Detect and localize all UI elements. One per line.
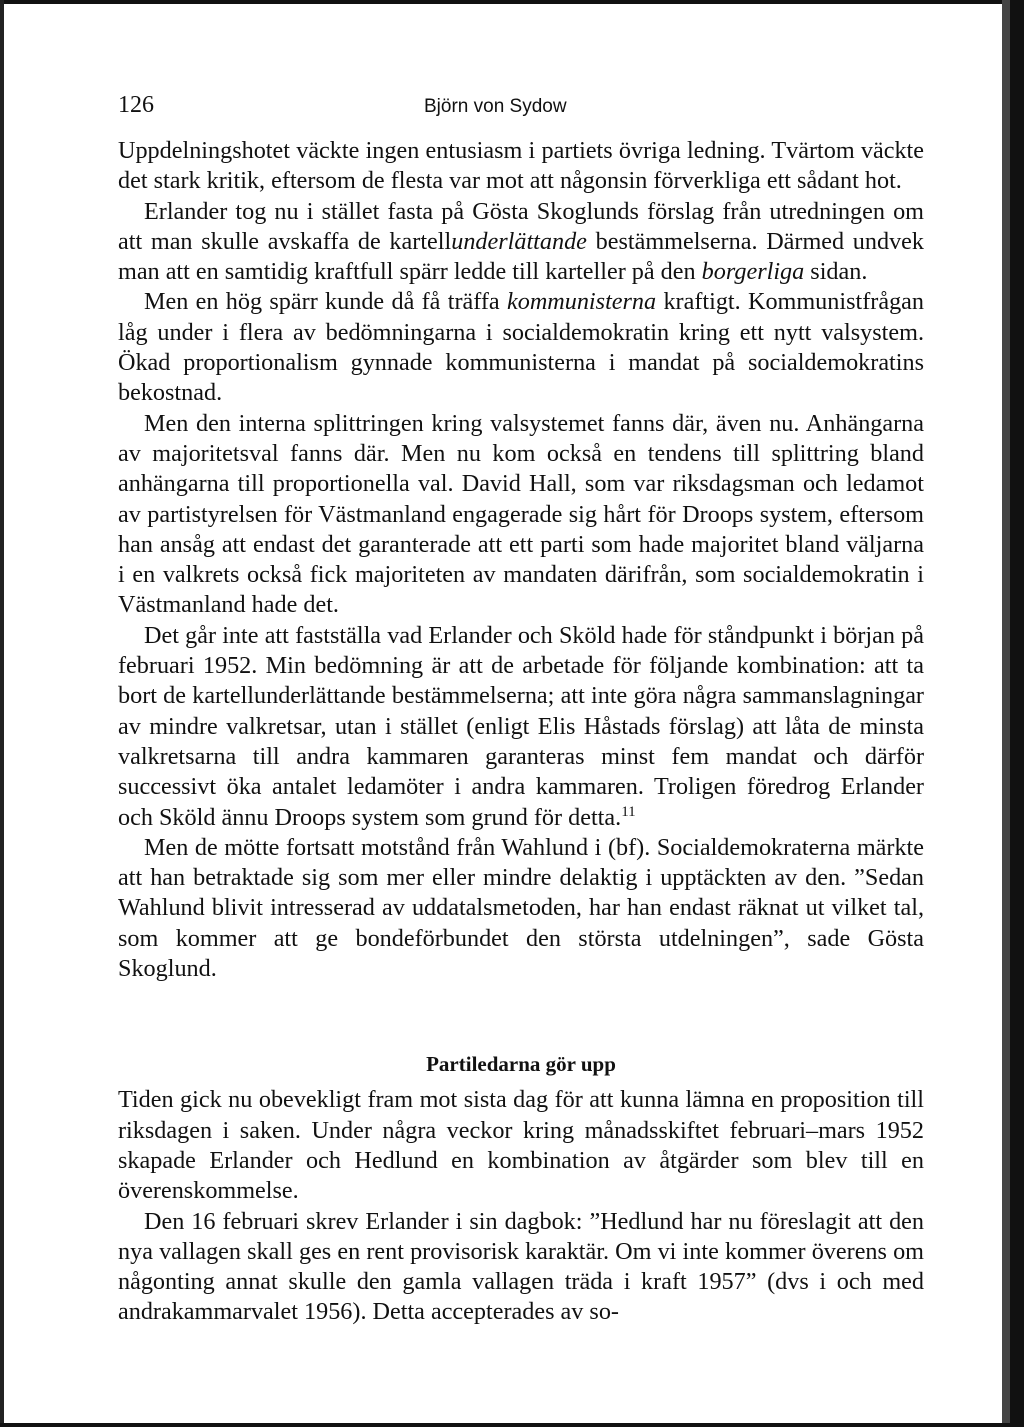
footnote-marker: 11 bbox=[621, 803, 636, 820]
paragraph: Uppdelningshotet väckte ingen entusiasm i partiets övriga ledning. Tvärtom väckte det stark kritik, eftersom de flesta var mot att någonsin förverkliga ett sådant hot. bbox=[118, 137, 924, 195]
page-number: 126 bbox=[118, 92, 154, 118]
body-text bbox=[118, 136, 924, 1328]
section-heading: Partiledarna gör upp bbox=[426, 1052, 616, 1077]
paragraph: Den 16 februari skrev Erlander i sin dagbok: ”Hedlund har nu föreslagit att den nya vallagen skall ges en rent provisorisk karaktär. Om vi inte kommer överens om någonting annat skulle den gamla vallagen träda i kraft 1957” (dvs i och med andrakammarvalet 1956). Detta accepterades av so- bbox=[118, 1207, 924, 1326]
scan-border-top bbox=[0, 0, 1024, 4]
book-page bbox=[118, 92, 924, 1328]
paragraph: Men den interna splittringen kring valsystemet fanns där, även nu. Anhängarna av majoritetsval fanns där. Men nu kom också en tendens till splittring bland anhängarna till proportionella val. David Hall, som var riksdagsman och ledamot av partistyrelsen för Västmanland engagerade sig hårt för Droops system, eftersom han ansåg att endast det garanterade att ett parti som hade majoritet bland väljarna i en valkrets också fick majoriteten av mandaten därifrån, som socialdemokratin i Västmanland hade det. bbox=[118, 409, 924, 619]
page-header bbox=[118, 92, 924, 128]
paragraph: Erlander tog nu i stället fasta på Gösta Skoglunds förslag från utredningen om att man skulle avskaffa de kartellunderlättande bestämmelserna. Därmed undvek man att en samtidig kraftfull spärr ledde till karteller på den borgerliga sidan. bbox=[118, 197, 925, 286]
scan-shadow-right bbox=[1002, 0, 1010, 1427]
running-head: Björn von Sydow bbox=[424, 96, 567, 117]
paragraph: Men de mötte fortsatt motstånd från Wahlund i (bf). Socialdemokraterna märkte att han betraktade sig som mer eller mindre delaktig i upptäckten av den. ”Sedan Wahlund blivit intresserad av uddatalsmetoden, har han endast räknat ut vilket tal, som kommer att ge bondeförbundet den största utdelningen”, sade Gösta Skoglund. bbox=[118, 833, 924, 983]
scan-border-right bbox=[1010, 0, 1024, 1427]
paragraph: Det går inte att fastställa vad Erlander och Sköld hade för ståndpunkt i början på februari 1952. Min bedömning är att de arbetade för följande kombination: att ta bort de kartellunderlättande bestämmelserna; att inte göra några sammanslagningar av mindre valkretsar, utan i stället (enligt Elis Håstads förslag) att låta de minsta valkretsarna till andra kammaren garanteras minst fem mandat och därför successivt öka antalet ledamöter i andra kammaren. Troligen föredrog Erlander och Sköld ännu Droops system som grund för detta.$^{11}$ bbox=[118, 621, 924, 831]
scan-border-bottom bbox=[0, 1423, 1024, 1427]
paragraph: Tiden gick nu obevekligt fram mot sista dag för att kunna lämna en proposition till riksdagen i saken. Under några veckor kring månadsskiftet februari–mars 1952 skapade Erlander och Hedlund en kombination av åtgärder som blev till en överenskommelse. bbox=[118, 1086, 924, 1205]
paragraph: Men en hög spärr kunde då få träffa kommunisterna kraftigt. Kommunistfrågan låg under i flera av bedömningarna i socialdemokratin kring ett nytt valsystem. Ökad proportionalism gynnade kommunisterna i mandat på socialdemokratins bekostnad. bbox=[118, 288, 924, 407]
scan-border-left bbox=[0, 0, 4, 1427]
